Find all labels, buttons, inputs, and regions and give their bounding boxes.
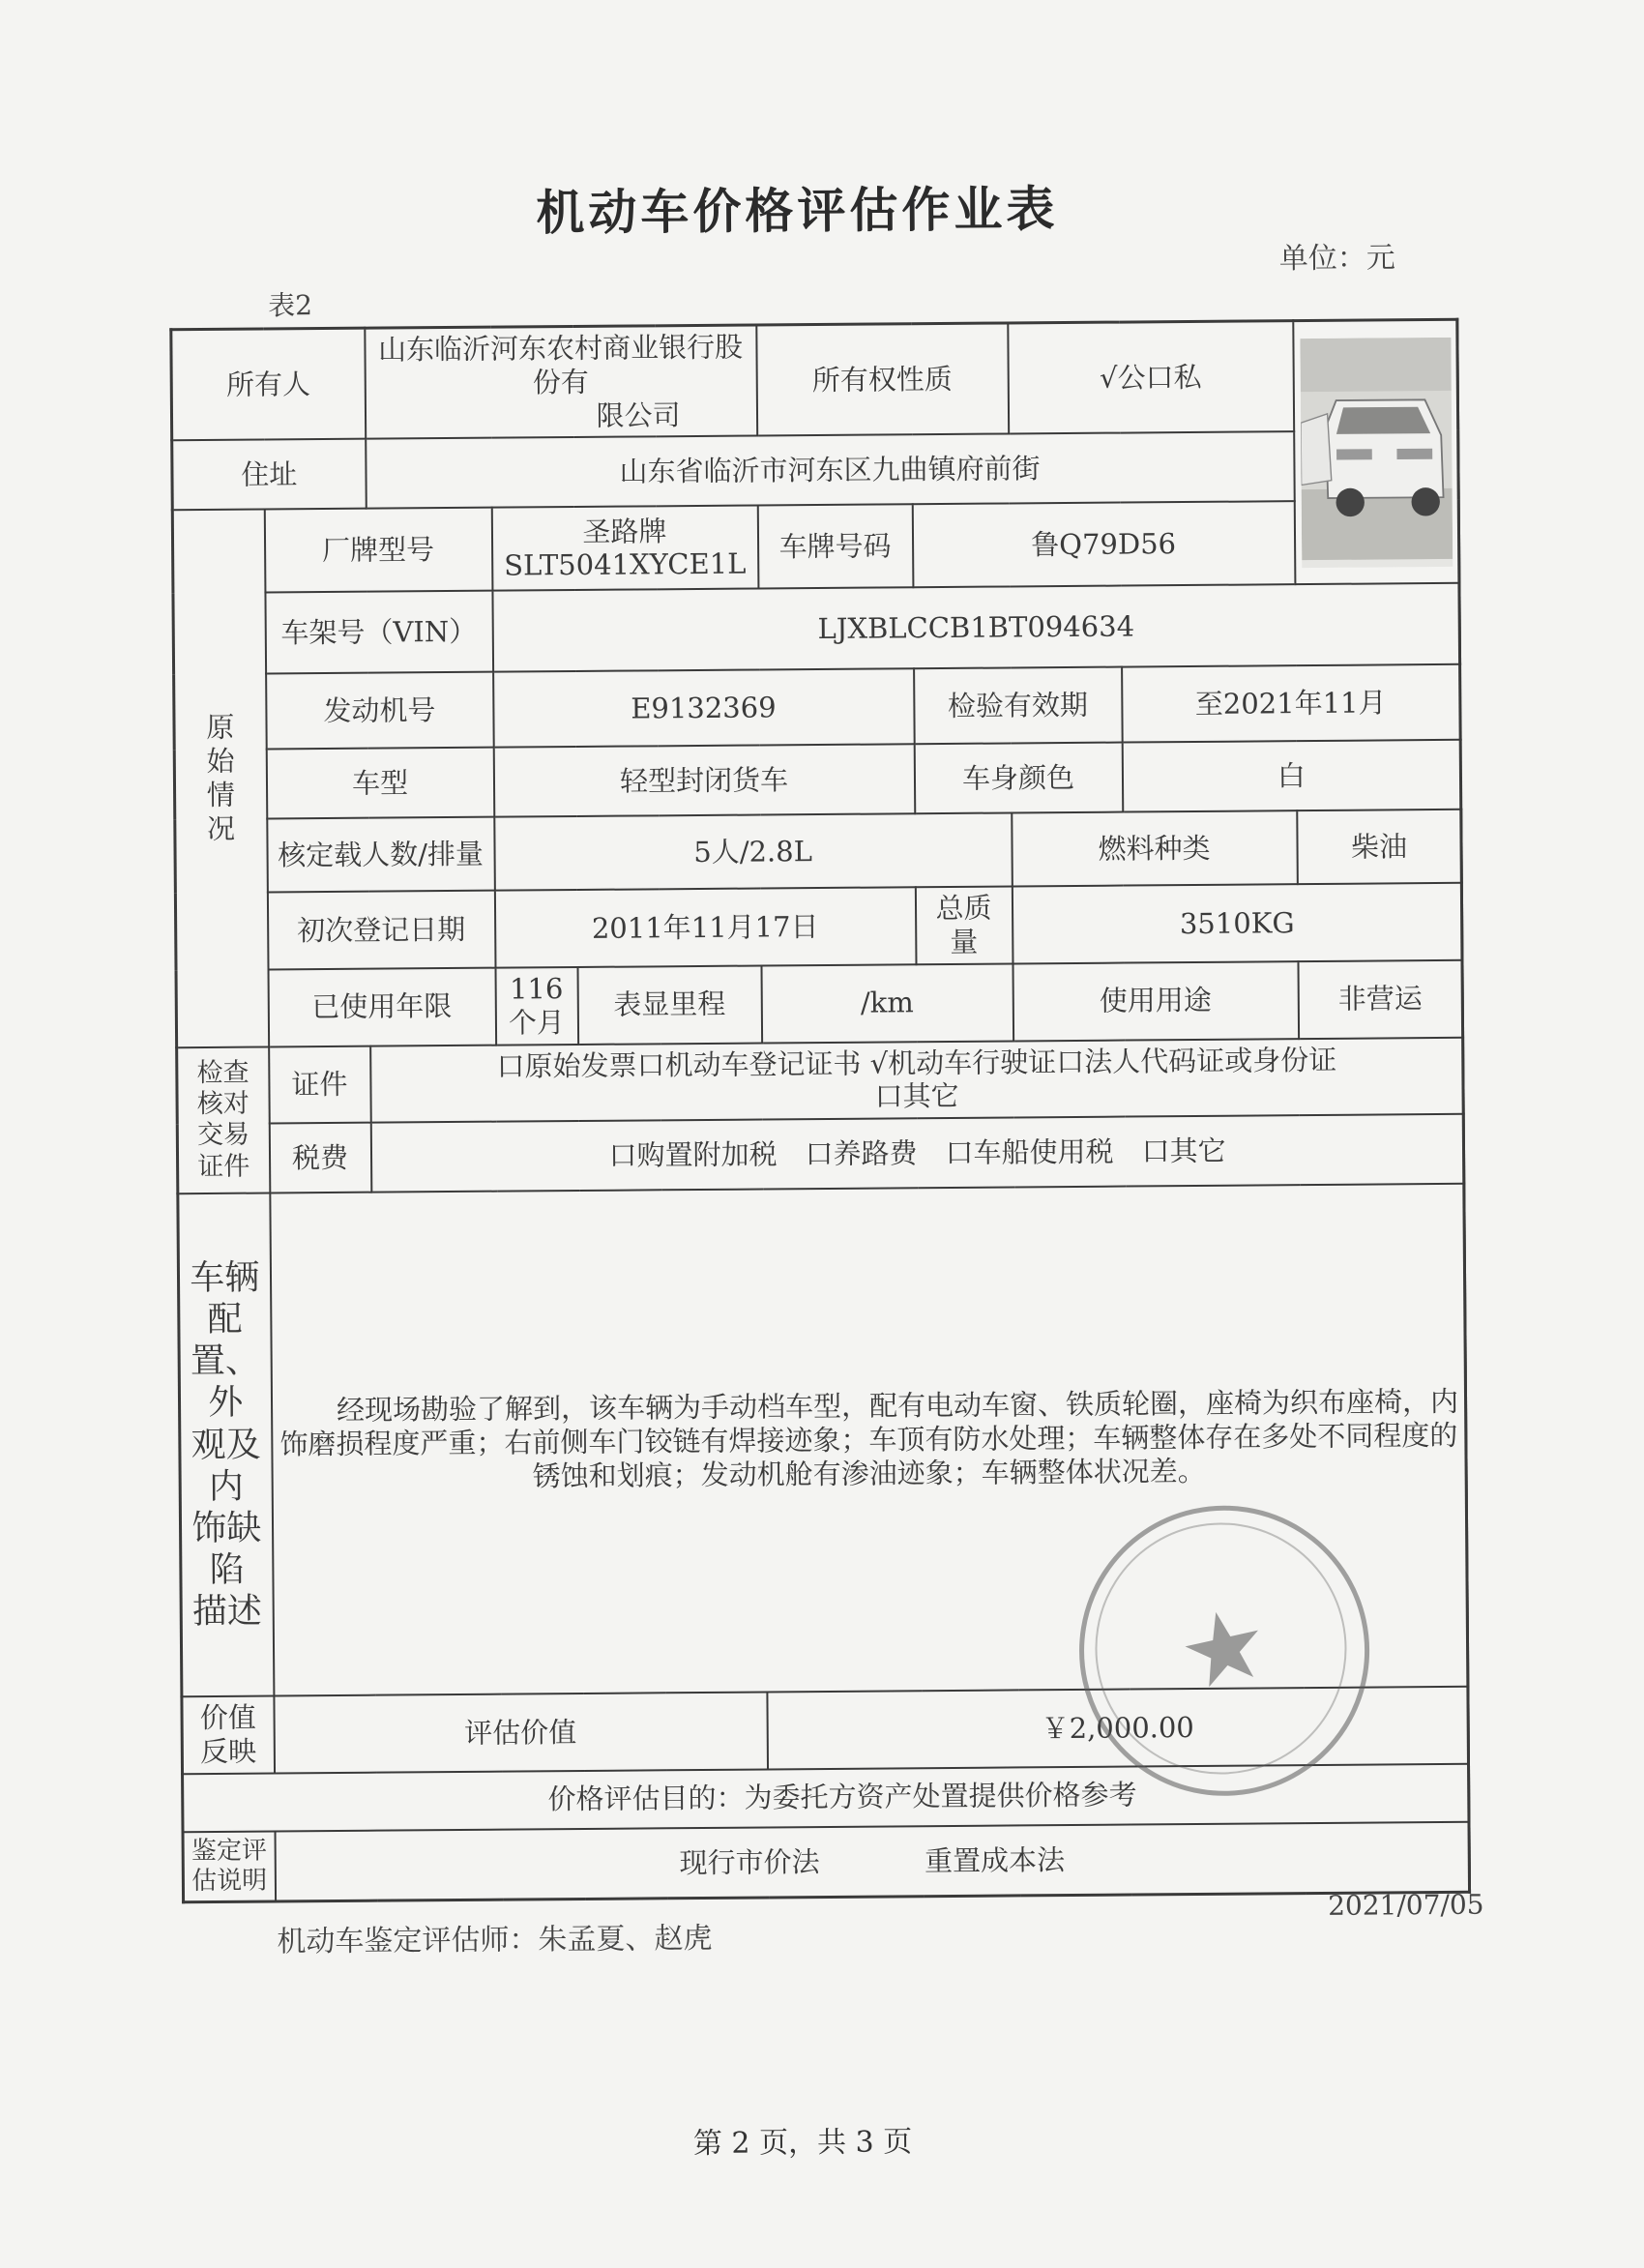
tax-label: 税费 <box>269 1123 371 1193</box>
page-footer: 第 2 页，共 3 页 <box>692 2125 913 2162</box>
owner-value <box>365 325 757 439</box>
fuel-value: 柴油 <box>1297 810 1462 884</box>
ownership-nature-value: √公口私 <box>1008 321 1294 434</box>
owner-value-line1: 山东临沂河东农村商业银行股份有 <box>377 330 744 399</box>
vehicle-photo <box>1293 319 1459 584</box>
certificate-line2: 口其它 <box>874 1079 959 1113</box>
plate-label: 车牌号码 <box>757 505 913 589</box>
body-color-label: 车身颜色 <box>914 743 1123 814</box>
address-label: 住址 <box>172 439 367 511</box>
certificate-value <box>370 1037 1464 1122</box>
appraiser-names: 机动车鉴定评估师：朱孟夏、赵虎 <box>277 1921 713 1959</box>
description-section-label: 车辆配 置、外 观及内 饰缺陷 描述 <box>178 1193 274 1697</box>
owner-label: 所有人 <box>171 328 366 440</box>
total-mass-value: 3510KG <box>1012 883 1462 963</box>
brand-label: 厂牌型号 <box>264 508 492 593</box>
unit-label: 单位：元 <box>1278 241 1395 277</box>
van-photo-icon <box>1300 337 1453 560</box>
inspection-label: 检验有效期 <box>914 667 1123 745</box>
vehicle-type-value: 轻型封闭货车 <box>493 745 915 817</box>
capacity-value: 5人/2.8L <box>494 813 1013 891</box>
vin-value: LJXBLCCB1BT094634 <box>492 583 1460 672</box>
usage-label: 使用用途 <box>1013 961 1299 1041</box>
plate-value: 鲁Q79D56 <box>912 502 1295 588</box>
method-replacement-cost: 重置成本法 <box>924 1842 1066 1877</box>
table-number: 表2 <box>267 289 313 322</box>
registration-date-label: 初次登记日期 <box>267 891 495 969</box>
vehicle-type-label: 车型 <box>266 748 494 819</box>
registration-date-value: 2011年11月17日 <box>494 888 916 968</box>
certificate-label: 证件 <box>269 1046 371 1123</box>
inspection-value: 至2021年11月 <box>1122 664 1461 743</box>
certificate-line1: 口原始发票口机动车登记证书 √机动车行驶证口法人代码证或身份证 <box>496 1043 1337 1083</box>
appraisal-purpose: 价格评估目的：为委托方资产处置提供价格参考 <box>183 1764 1469 1832</box>
engine-label: 发动机号 <box>266 672 494 750</box>
appraised-amount: ￥2,000.00 <box>767 1687 1469 1769</box>
usage-value: 非营运 <box>1298 960 1463 1039</box>
ownership-nature-label: 所有权性质 <box>756 323 1009 436</box>
body-color-value: 白 <box>1122 740 1461 812</box>
page-title: 机动车价格评估作业表 <box>536 181 1059 242</box>
appraisal-date: 2021/07/05 <box>1328 1888 1484 1922</box>
engine-value: E9132369 <box>493 669 915 748</box>
seal-star-icon <box>1175 1600 1272 1696</box>
fuel-label: 燃料种类 <box>1012 811 1298 887</box>
vin-label: 车架号（VIN） <box>265 591 493 674</box>
value-label: 价值反映 <box>182 1696 275 1774</box>
check-section-label: 检查核对交易证件 <box>177 1046 270 1193</box>
total-mass-label: 总质量 <box>915 887 1013 964</box>
capacity-label: 核定载人数/排量 <box>267 817 495 893</box>
owner-value-line2: 限公司 <box>596 398 681 432</box>
method-values <box>275 1822 1470 1902</box>
description-text: 经现场勘验了解到，该车辆为手动档车型，配有电动车窗、铁质轮圈，座椅为织布座椅，内饰磨损程度严重；右前侧车门铰链有焊接迹象；车顶有防水处理；车辆整体存在多处不同程度的锈蚀和划痕；发动机舱有渗油迹象；车辆整体状况差。 <box>270 1184 1468 1696</box>
used-years-label: 已使用年限 <box>268 968 496 1046</box>
brand-value: 圣路牌SLT5041XYCE1L <box>491 506 758 591</box>
original-section-label: 原 始 情 况 <box>172 510 268 1047</box>
odometer-value: /km <box>761 963 1013 1043</box>
used-years-value: 116个月 <box>495 967 578 1045</box>
method-market-price: 现行市价法 <box>679 1844 820 1879</box>
method-label: 鉴定评估说明 <box>183 1831 276 1902</box>
odometer-label: 表显里程 <box>577 965 762 1044</box>
address-value: 山东省临沂市河东区九曲镇府前街 <box>366 432 1295 510</box>
tax-value: 口购置附加税 口养路费 口车船使用税 口其它 <box>370 1114 1464 1193</box>
appraised-value-label: 评估价值 <box>274 1693 768 1774</box>
